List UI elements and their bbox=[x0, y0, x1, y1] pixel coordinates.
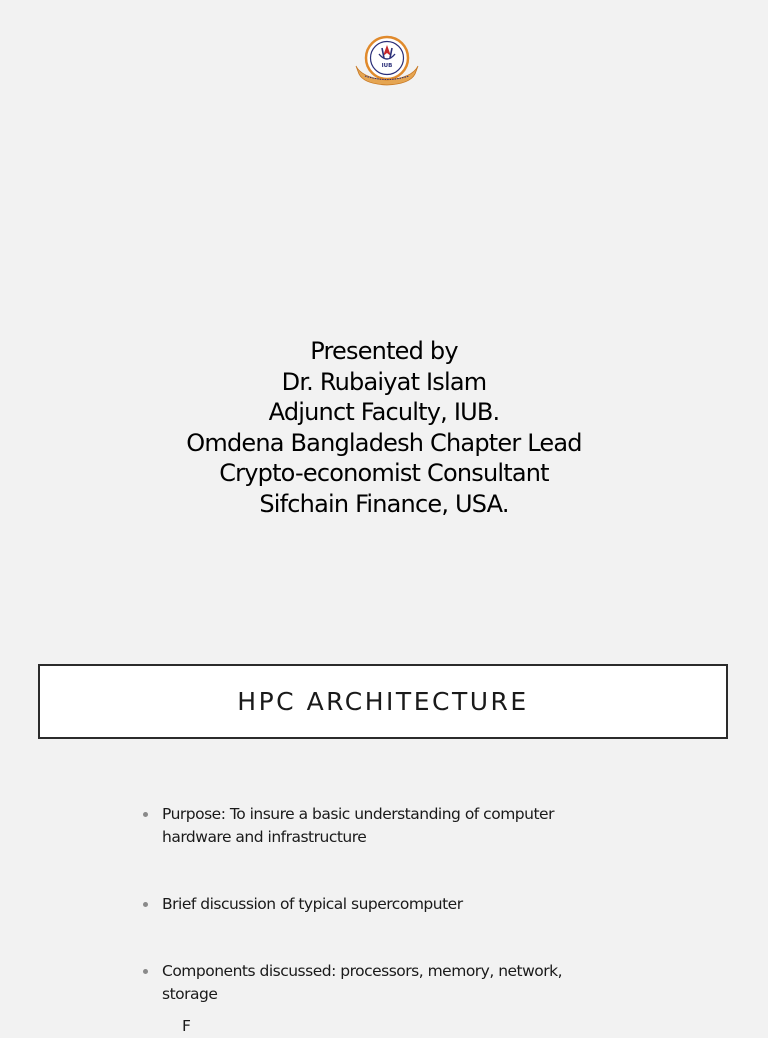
bullet-dot-icon bbox=[143, 812, 148, 817]
logo-text: IUB bbox=[381, 63, 393, 69]
sub-bullet-partial: F bbox=[182, 1017, 191, 1035]
slide-title: HPC ARCHITECTURE bbox=[237, 687, 529, 716]
presenter-line: Sifchain Finance, USA. bbox=[259, 489, 509, 518]
iub-logo-emblem bbox=[352, 34, 422, 86]
bullet-dot-icon bbox=[143, 902, 148, 907]
slide-title-box bbox=[38, 664, 728, 739]
presenter-line: Presented by bbox=[310, 337, 458, 365]
bullet-item bbox=[142, 803, 602, 849]
presenter-line: Omdena Bangladesh Chapter Lead bbox=[186, 428, 582, 457]
bullet-item bbox=[142, 960, 602, 1006]
bullet-text: Brief discussion of typical supercomputer bbox=[162, 895, 463, 913]
presenter-block bbox=[0, 336, 768, 520]
bullet-text: Components discussed: processors, memory, network, storage bbox=[162, 962, 563, 1003]
presenter-line: Crypto-economist Consultant bbox=[219, 459, 549, 488]
bullet-dot-icon bbox=[143, 969, 148, 974]
presenter-line: Dr. Rubaiyat Islam bbox=[281, 367, 487, 396]
presenter-line: Adjunct Faculty, IUB. bbox=[268, 398, 500, 427]
iub-logo bbox=[352, 34, 422, 86]
bullet-text: Purpose: To insure a basic understanding of computer hardware and infrastructure bbox=[162, 805, 554, 846]
bullet-item bbox=[142, 893, 602, 916]
